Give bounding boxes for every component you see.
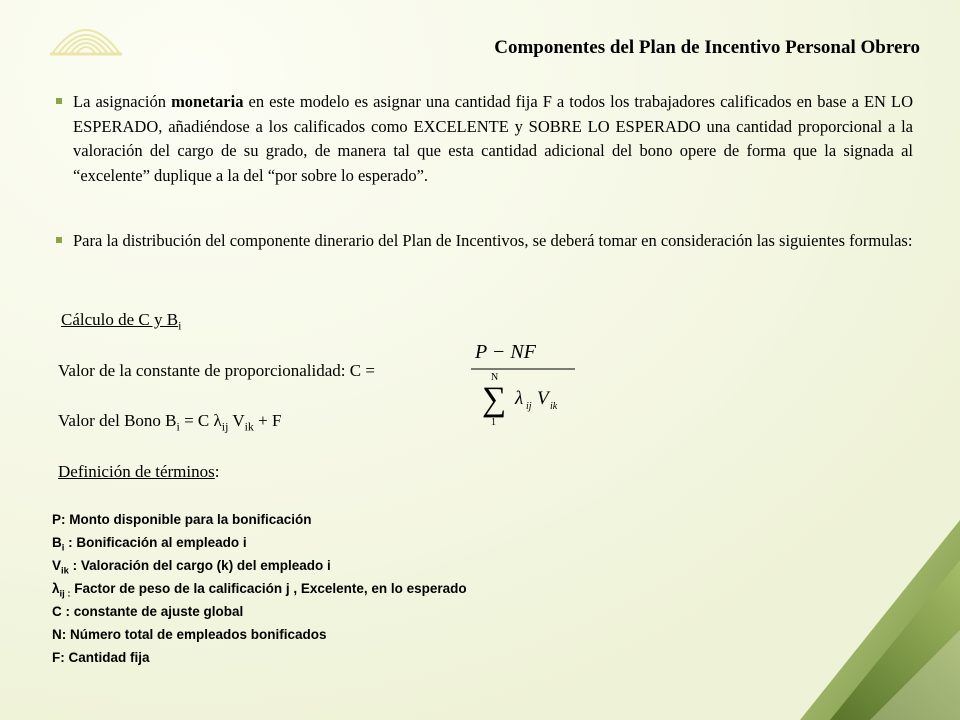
constant-label: Valor de la constante de proporcionalidad: C = bbox=[58, 361, 375, 380]
definition-item: $\lambda_{ij :}$ Factor de peso de la calificación j , Excelente, en lo esperado bbox=[52, 581, 467, 600]
formula-numerator: P − NF bbox=[475, 341, 536, 363]
bullet-marker bbox=[56, 237, 62, 243]
definition-item: C : constante de ajuste global bbox=[52, 604, 244, 619]
definition-item: F: Cantidad fija bbox=[52, 650, 150, 665]
corner-decoration bbox=[800, 520, 960, 720]
bullet-marker bbox=[56, 98, 62, 104]
sum-symbol: ∑ bbox=[482, 381, 507, 418]
definition-item: $V_{ik}$ : Valoración del cargo (k) del empleado i bbox=[52, 558, 331, 577]
bono-formula: Valor del Bono $B_i = C$ $\lambda_{ij}$ $V_{ik} + F$ bbox=[58, 411, 282, 434]
bullet-paragraph-1: La asignación monetaria en este modelo es asignar una cantidad fija F a todos los trabajadores calificados en base a EN LO ESPERADO, añadiéndose a los calificados como EXCELENTE y SOBRE LO ESPERADO una cantidad proporcional a la valoración del cargo de su grado, de manera tal que esta cantidad adicional del bono opere de forma que la signada al “excelente” duplique a la del “por sobre lo esperado”. bbox=[73, 92, 913, 185]
definition-item: P: Monto disponible para la bonificación bbox=[52, 512, 312, 527]
definitions-list bbox=[52, 512, 467, 673]
sum-lower: 1 bbox=[491, 417, 496, 428]
definition-item: N: Número total de empleados bonificados bbox=[52, 627, 327, 642]
bullet-paragraph-2: Para la distribución del componente dinerario del Plan de Incentivos, se deberá tomar en consideración las siguientes formulas: bbox=[73, 231, 913, 250]
formula-v: V bbox=[537, 388, 549, 409]
definition-item: $B_i$ : Bonificación al empleado i bbox=[52, 535, 247, 554]
sum-upper: N bbox=[491, 372, 499, 383]
calc-heading: Cálculo de C y $B_i$ bbox=[61, 310, 182, 333]
shell-logo-icon bbox=[46, 14, 126, 60]
page-title: Componentes del Plan de Incentivo Personal Obrero bbox=[494, 37, 920, 58]
definitions-heading: Definición de términos: bbox=[58, 462, 220, 481]
formula-lambda: λ bbox=[515, 388, 524, 409]
formula-v-sub: ik bbox=[550, 401, 558, 412]
formula-lambda-sub: ij bbox=[526, 401, 532, 412]
constant-formula bbox=[465, 338, 585, 428]
